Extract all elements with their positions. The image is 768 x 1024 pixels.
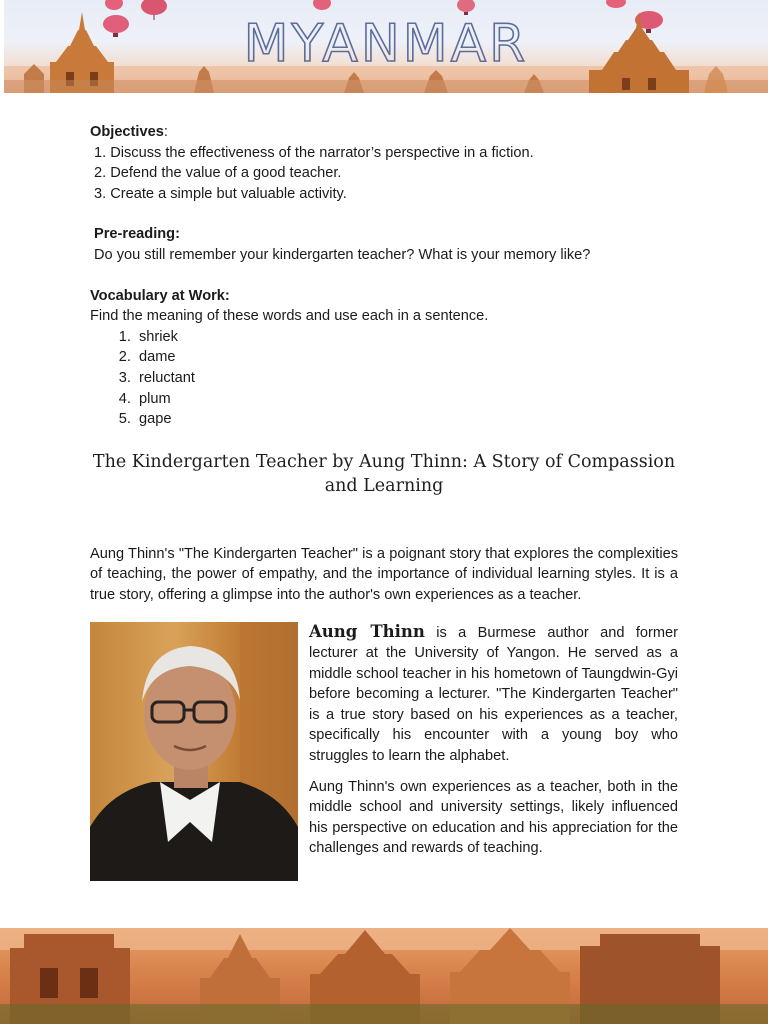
- author-name: Aung Thinn: [309, 621, 425, 641]
- objectives-list: [90, 143, 678, 205]
- footer-temples-scenery: [0, 928, 768, 1024]
- hot-air-balloon-icon: [606, 0, 626, 8]
- vocabulary-word: 3. reluctant: [135, 368, 678, 389]
- prereading-question: Do you still remember your kindergarten teacher? What is your memory like?: [94, 246, 591, 263]
- vocabulary-word: 5. gape: [135, 409, 678, 430]
- bio-paragraph: Aung Thinn's own experiences as a teacher, both in the middle school and university settings, likely influenced his perspective on education and his appreciation for the challenges and rewards of teaching.: [309, 778, 678, 857]
- vocabulary-instruction: Find the meaning of these words and use each in a sentence.: [90, 308, 489, 325]
- banner-title: MYANMAR: [243, 14, 529, 74]
- story-title: The Kindergarten Teacher by Aung Thinn: A Story of Compassion and Learning: [92, 451, 676, 496]
- lesson-content: [90, 122, 678, 892]
- hot-air-balloon-icon: [457, 0, 475, 15]
- objective-item: 2. Defend the value of a good teacher.: [94, 165, 342, 182]
- footer-banner: [0, 928, 768, 1024]
- bio-paragraph-text: is a Burmese author and former lecturer at the University of Yangon. He served as a middle school teacher in his hometown of Taungdwin-Gyi before becoming a lecturer. "The Kindergarten Teacher" is a true story based on his experiences as a teacher, specifically his encounter with a young boy who struggles to learn the alphabet.: [309, 624, 678, 765]
- objectives-section: [90, 122, 678, 204]
- prereading-heading: Pre-reading:: [94, 226, 180, 243]
- vocabulary-word: 1. shriek: [135, 327, 678, 348]
- tree-line: [0, 1004, 768, 1024]
- story-intro: Aung Thinn's "The Kindergarten Teacher" is a poignant story that explores the complexities of teaching, the power of empathy, and the importance of individual learning styles. It is a true story, offering a glimpse into the author's own experiences as a teacher.: [90, 545, 678, 603]
- author-bio: [90, 622, 678, 892]
- objectives-heading: [90, 122, 678, 143]
- bio-paragraph: [309, 622, 678, 767]
- vocabulary-word: 4. plum: [135, 389, 678, 410]
- vocabulary-heading: Vocabulary at Work:: [90, 287, 230, 304]
- author-bio-text: [309, 622, 678, 870]
- objective-item: 1. Discuss the effectiveness of the narrator’s perspective in a fiction.: [94, 144, 534, 161]
- vocabulary-word: 2. dame: [135, 347, 678, 368]
- hot-air-balloon-icon: [313, 0, 331, 10]
- prereading-section: [90, 224, 678, 265]
- header-banner: [4, 0, 768, 93]
- hot-air-balloon-icon: [105, 0, 123, 10]
- author-portrait-image: [90, 622, 298, 881]
- objectives-heading-label: Objectives: [90, 124, 164, 140]
- objective-item: 3. Create a simple but valuable activity.: [94, 185, 347, 202]
- objectives-heading-colon: :: [163, 124, 168, 140]
- vocabulary-section: [90, 286, 678, 430]
- vocabulary-list: [90, 327, 678, 430]
- author-photo: [90, 622, 298, 881]
